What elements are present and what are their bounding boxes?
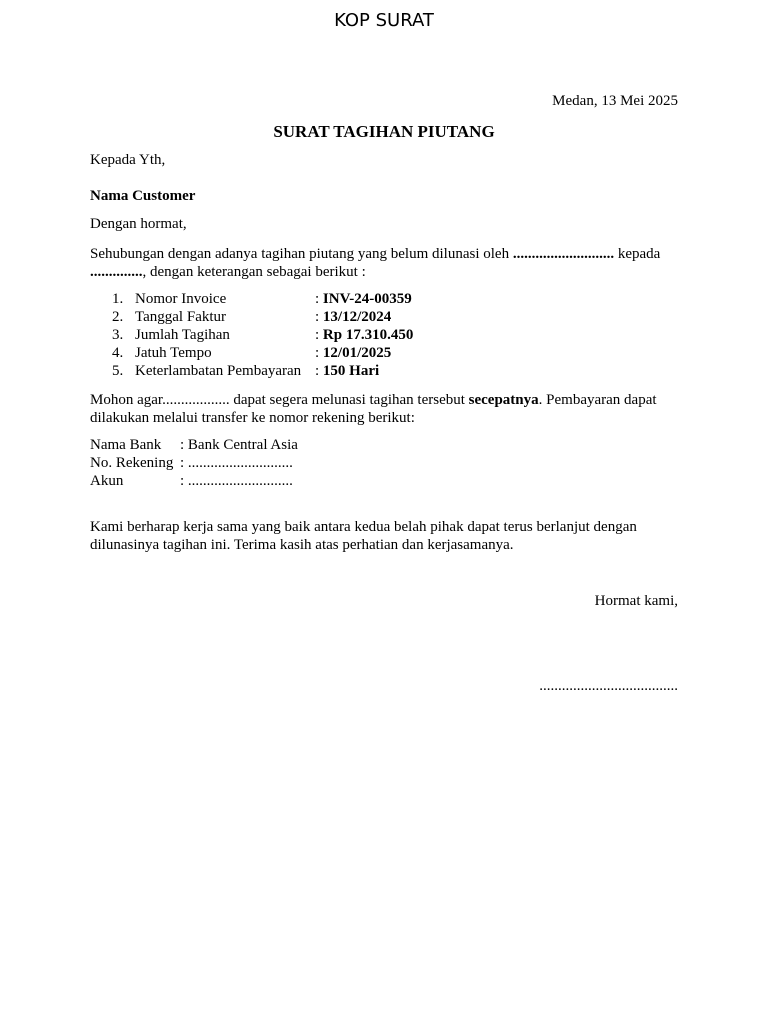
bank-row-label: No. Rekening bbox=[90, 455, 174, 471]
list-item-label: Jatuh Tempo bbox=[135, 345, 212, 361]
request-paragraph bbox=[90, 391, 678, 427]
bank-row-value: : ............................ bbox=[180, 473, 293, 489]
list-item bbox=[90, 362, 413, 380]
bank-row bbox=[90, 472, 298, 490]
intro-blank-debtor: ........................... bbox=[512, 246, 615, 262]
bank-row-label: Akun bbox=[90, 473, 124, 489]
list-item-value: INV-24-00359 bbox=[322, 291, 412, 307]
list-item-label: Keterlambatan Pembayaran bbox=[135, 363, 302, 379]
list-item-label: Jumlah Tagihan bbox=[135, 327, 230, 343]
list-item-sep: : bbox=[315, 345, 323, 361]
list-item-number: 5. bbox=[112, 363, 124, 379]
list-item bbox=[90, 326, 413, 344]
list-item-number: 3. bbox=[112, 327, 124, 343]
list-item-sep: : bbox=[315, 327, 323, 343]
list-item-number: 1. bbox=[112, 291, 124, 307]
closing-paragraph: Kami berharap kerja sama yang baik antara kedua belah pihak dapat terus berlanjut dengan dilunasinya tagihan ini. Terima kasih atas perhatian dan kerjasamanya. bbox=[90, 519, 637, 553]
signoff: Hormat kami, bbox=[594, 593, 678, 609]
bank-row-label: Nama Bank bbox=[90, 437, 162, 453]
recipient-name: Nama Customer bbox=[90, 188, 196, 204]
bank-details bbox=[90, 436, 298, 490]
letter-title: SURAT TAGIHAN PIUTANG bbox=[273, 122, 495, 141]
letterhead: KOP SURAT bbox=[334, 10, 434, 31]
recipient-greeting: Kepada Yth, bbox=[90, 152, 166, 168]
request-text-1: Mohon agar.................. dapat segera melunasi tagihan tersebut bbox=[90, 392, 469, 408]
list-item-value: 12/01/2025 bbox=[322, 345, 392, 361]
bank-row-value: : ............................ bbox=[180, 455, 293, 471]
list-item-number: 4. bbox=[112, 345, 124, 361]
signature-line: ..................................... bbox=[539, 678, 678, 694]
request-emphasis: secepatnya bbox=[468, 392, 539, 408]
bank-row-value: : Bank Central Asia bbox=[180, 437, 298, 453]
list-item-value: 150 Hari bbox=[322, 363, 380, 379]
bank-row bbox=[90, 436, 298, 454]
list-item-label: Nomor Invoice bbox=[135, 291, 227, 307]
list-item-sep: : bbox=[315, 309, 323, 325]
intro-text-2: kepada bbox=[614, 246, 661, 262]
request-text-2: . Pembayaran dapat dilakukan melalui transfer ke nomor rekening berikut: bbox=[90, 392, 657, 426]
intro-blank-creditor: .............. bbox=[90, 264, 143, 280]
intro-paragraph bbox=[90, 245, 678, 281]
list-item-value: Rp 17.310.450 bbox=[322, 327, 414, 343]
list-item-number: 2. bbox=[112, 309, 124, 325]
list-item-value: 13/12/2024 bbox=[322, 309, 392, 325]
salutation: Dengan hormat, bbox=[90, 216, 187, 232]
intro-text-3: , dengan keterangan sebagai berikut : bbox=[142, 264, 366, 280]
bank-row bbox=[90, 454, 298, 472]
list-item-sep: : bbox=[315, 291, 323, 307]
list-item bbox=[90, 290, 413, 308]
invoice-details-list bbox=[90, 290, 413, 380]
list-item-sep: : bbox=[315, 363, 323, 379]
intro-text-1: Sehubungan dengan adanya tagihan piutang yang belum dilunasi oleh bbox=[90, 246, 513, 262]
letter-date: Medan, 13 Mei 2025 bbox=[552, 93, 678, 109]
list-item bbox=[90, 344, 413, 362]
list-item bbox=[90, 308, 413, 326]
list-item-label: Tanggal Faktur bbox=[135, 309, 227, 325]
